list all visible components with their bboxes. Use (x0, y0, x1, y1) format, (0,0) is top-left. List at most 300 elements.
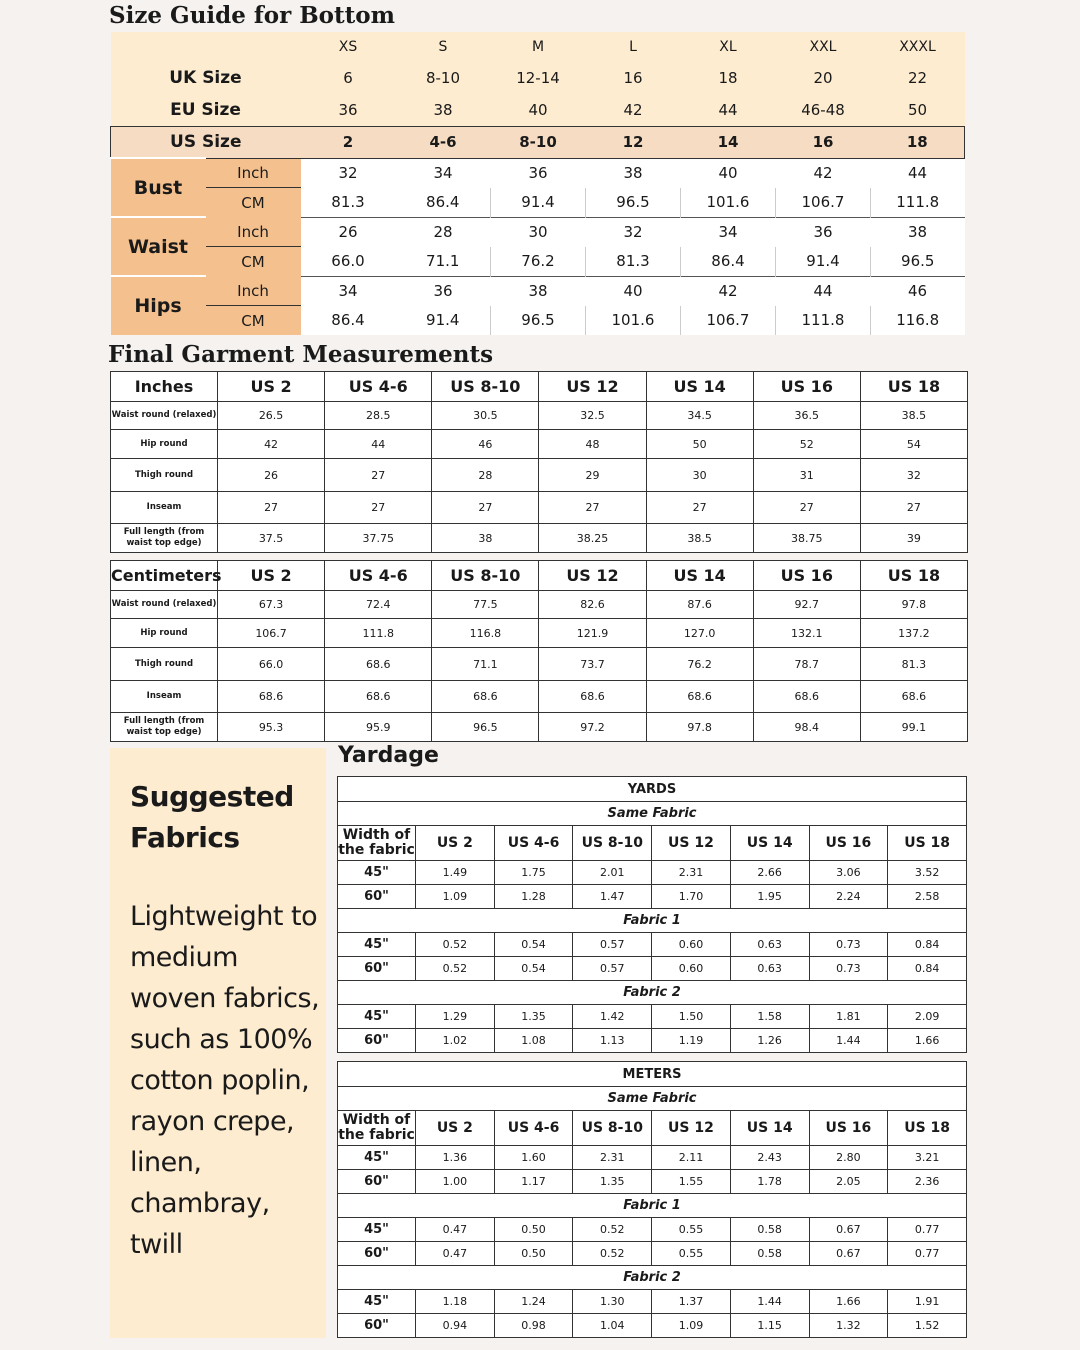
yardage-meters-table (337, 1061, 967, 1338)
inch-value: 36 (491, 158, 586, 188)
garment-value: 54 (860, 430, 967, 459)
yardage-value: 0.98 (494, 1314, 573, 1338)
garment-inches-table (110, 371, 968, 553)
garment-row-label: Thigh round (111, 459, 218, 492)
size-guide-table (110, 32, 965, 335)
measurement-row-cm (111, 247, 965, 277)
yardage-size-header: US 2 (416, 826, 495, 861)
yardage-value: 1.09 (416, 885, 495, 909)
yardage-value: 1.81 (809, 1005, 888, 1029)
yardage-value: 0.77 (888, 1218, 967, 1242)
garment-row (111, 492, 968, 524)
cm-value: 71.1 (396, 247, 491, 277)
yardage-value: 0.77 (888, 1242, 967, 1266)
cm-value: 91.4 (396, 306, 491, 336)
yardage-value: 2.24 (809, 885, 888, 909)
yardage-row (338, 1170, 967, 1194)
garment-value: 68.6 (432, 681, 539, 713)
garment-size-header: US 14 (646, 561, 753, 591)
yardage-row (338, 885, 967, 909)
yardage-value: 1.78 (730, 1170, 809, 1194)
garment-size-header: US 12 (539, 372, 646, 402)
yardage-size-header: US 4-6 (494, 1111, 573, 1146)
yardage-value: 0.47 (416, 1218, 495, 1242)
yardage-value: 2.58 (888, 885, 967, 909)
cm-value: 111.8 (776, 306, 871, 336)
us-size-label: US Size (111, 126, 301, 158)
us-size-value: 18 (871, 126, 965, 158)
yardage-value: 0.52 (573, 1218, 652, 1242)
yardage-value: 0.50 (494, 1218, 573, 1242)
eu-size-value: 38 (396, 94, 491, 126)
fabric-width: 45" (338, 1146, 416, 1170)
yardage-value: 1.13 (573, 1029, 652, 1053)
inch-value: 34 (301, 276, 396, 306)
garment-row-label: Waist round (relaxed) (111, 402, 218, 430)
garment-value: 38.5 (646, 524, 753, 553)
yardage-value: 3.52 (888, 861, 967, 885)
garment-value: 26.5 (218, 402, 325, 430)
yardage-value: 1.15 (730, 1314, 809, 1338)
garment-value: 31 (753, 459, 860, 492)
garment-value: 27 (432, 492, 539, 524)
yardage-value: 0.52 (416, 933, 495, 957)
yardage-size-header: US 14 (730, 826, 809, 861)
fabric-width: 60" (338, 1314, 416, 1338)
garment-row (111, 591, 968, 619)
unit-inch-label: Inch (206, 158, 301, 188)
garment-size-header: US 18 (860, 372, 967, 402)
yardage-value: 1.04 (573, 1314, 652, 1338)
garment-value: 48 (539, 430, 646, 459)
yardage-value: 2.43 (730, 1146, 809, 1170)
yardage-value: 0.54 (494, 957, 573, 981)
yardage-value: 1.44 (730, 1290, 809, 1314)
fabric-width: 60" (338, 957, 416, 981)
garment-size-header: US 18 (860, 561, 967, 591)
uk-size-value: 20 (776, 62, 871, 94)
yardage-section-row (338, 981, 967, 1005)
garment-size-header: US 14 (646, 372, 753, 402)
garment-value: 27 (753, 492, 860, 524)
cm-value: 96.5 (871, 247, 965, 277)
yardage-value: 1.19 (652, 1029, 731, 1053)
fabric-width: 60" (338, 1029, 416, 1053)
unit-cm-label: CM (206, 247, 301, 277)
eu-size-label: EU Size (111, 94, 301, 126)
fabric-width: 60" (338, 885, 416, 909)
garment-value: 95.3 (218, 713, 325, 742)
yardage-value: 3.06 (809, 861, 888, 885)
inch-value: 34 (396, 158, 491, 188)
cm-value: 76.2 (491, 247, 586, 277)
garment-value: 27 (860, 492, 967, 524)
garment-size-header: US 16 (753, 372, 860, 402)
yardage-row (338, 1218, 967, 1242)
yardage-value: 1.66 (809, 1290, 888, 1314)
yardage-value: 0.63 (730, 957, 809, 981)
uk-size-value: 22 (871, 62, 965, 94)
yardage-value: 1.30 (573, 1290, 652, 1314)
yardage-value: 1.91 (888, 1290, 967, 1314)
cm-value: 86.4 (301, 306, 396, 336)
garment-value: 97.2 (539, 713, 646, 742)
cm-value: 66.0 (301, 247, 396, 277)
garment-value: 27 (646, 492, 753, 524)
cm-value: 116.8 (871, 306, 965, 336)
garment-value: 38.5 (860, 402, 967, 430)
inch-value: 44 (776, 276, 871, 306)
yardage-row (338, 1242, 967, 1266)
yardage-header-row (338, 826, 967, 861)
yardage-value: 1.66 (888, 1029, 967, 1053)
garment-centimeters-table (110, 560, 968, 742)
garment-value: 97.8 (860, 591, 967, 619)
eu-size-value: 44 (681, 94, 776, 126)
garment-value: 68.6 (753, 681, 860, 713)
us-size-value: 16 (776, 126, 871, 158)
yardage-value: 0.58 (730, 1242, 809, 1266)
yardage-value: 1.08 (494, 1029, 573, 1053)
yardage-section-label: Fabric 1 (338, 1194, 967, 1218)
yardage-value: 0.50 (494, 1242, 573, 1266)
garment-value: 76.2 (646, 648, 753, 681)
uk-size-value: 6 (301, 62, 396, 94)
unit-inch-label: Inch (206, 276, 301, 306)
yardage-header-row (338, 1111, 967, 1146)
inch-value: 42 (776, 158, 871, 188)
yardage-value: 0.52 (573, 1242, 652, 1266)
garment-value: 99.1 (860, 713, 967, 742)
yardage-unit-row (338, 1062, 967, 1087)
garment-value: 26 (218, 459, 325, 492)
cm-value: 106.7 (776, 188, 871, 218)
garment-row-label: Waist round (relaxed) (111, 591, 218, 619)
yardage-value: 1.29 (416, 1005, 495, 1029)
yardage-value: 1.32 (809, 1314, 888, 1338)
garment-row (111, 402, 968, 430)
yardage-value: 0.55 (652, 1242, 731, 1266)
uk-size-value: 8-10 (396, 62, 491, 94)
garment-value: 106.7 (218, 619, 325, 648)
yardage-section-label: Fabric 1 (338, 909, 967, 933)
garment-value: 27 (325, 459, 432, 492)
fabric-width: 60" (338, 1242, 416, 1266)
yardage-value: 1.00 (416, 1170, 495, 1194)
garment-row (111, 681, 968, 713)
yardage-size-header: US 12 (652, 826, 731, 861)
fabric-width: 45" (338, 933, 416, 957)
garment-value: 116.8 (432, 619, 539, 648)
yardage-value: 0.84 (888, 957, 967, 981)
garment-value: 50 (646, 430, 753, 459)
garment-value: 66.0 (218, 648, 325, 681)
us-size-value: 12 (586, 126, 681, 158)
yardage-value: 0.55 (652, 1218, 731, 1242)
measurement-name: Hips (111, 276, 206, 335)
yardage-value: 1.55 (652, 1170, 731, 1194)
inch-value: 36 (776, 217, 871, 247)
measurement-row-inch (111, 158, 965, 188)
letter-size: XXL (776, 32, 871, 62)
empty-cell (206, 32, 301, 62)
garment-size-header: US 4-6 (325, 561, 432, 591)
yardage-section-row (338, 802, 967, 826)
yardage-value: 1.70 (652, 885, 731, 909)
garment-value: 81.3 (860, 648, 967, 681)
cm-value: 86.4 (681, 247, 776, 277)
suggested-fabrics-panel (110, 748, 326, 1338)
garment-value: 52 (753, 430, 860, 459)
yardage-value: 0.84 (888, 933, 967, 957)
uk-size-label: UK Size (111, 62, 301, 94)
fabric-width: 60" (338, 1170, 416, 1194)
garment-size-header: US 4-6 (325, 372, 432, 402)
yardage-value: 0.60 (652, 933, 731, 957)
yardage-unit-label: YARDS (338, 777, 967, 802)
yardage-value: 1.09 (652, 1314, 731, 1338)
width-of-fabric-label: Width of the fabric (338, 826, 416, 861)
garment-size-header: US 12 (539, 561, 646, 591)
yardage-value: 2.31 (652, 861, 731, 885)
yardage-value: 0.47 (416, 1242, 495, 1266)
garment-value: 37.75 (325, 524, 432, 553)
garment-value: 72.4 (325, 591, 432, 619)
yardage-section-row (338, 1194, 967, 1218)
garment-row (111, 713, 968, 742)
yardage-size-header: US 12 (652, 1111, 731, 1146)
yardage-value: 1.58 (730, 1005, 809, 1029)
yardage-value: 1.49 (416, 861, 495, 885)
us-size-value: 8-10 (491, 126, 586, 158)
yardage-row (338, 1314, 967, 1338)
yardage-value: 2.11 (652, 1146, 731, 1170)
garment-value: 98.4 (753, 713, 860, 742)
cm-value: 106.7 (681, 306, 776, 336)
yardage-value: 1.60 (494, 1146, 573, 1170)
yardage-unit-label: METERS (338, 1062, 967, 1087)
yardage-value: 1.42 (573, 1005, 652, 1029)
yardage-value: 2.01 (573, 861, 652, 885)
garment-value: 96.5 (432, 713, 539, 742)
yardage-value: 1.36 (416, 1146, 495, 1170)
garment-value: 29 (539, 459, 646, 492)
letter-size-row (111, 32, 965, 62)
garment-row (111, 648, 968, 681)
yardage-size-header: US 16 (809, 826, 888, 861)
garment-value: 132.1 (753, 619, 860, 648)
width-of-fabric-label: Width of the fabric (338, 1111, 416, 1146)
garment-value: 36.5 (753, 402, 860, 430)
yardage-size-header: US 4-6 (494, 826, 573, 861)
yardage-value: 1.50 (652, 1005, 731, 1029)
suggested-fabrics-title: Suggested Fabrics (130, 780, 294, 854)
garment-value: 68.6 (325, 648, 432, 681)
yardage-row (338, 1005, 967, 1029)
yardage-size-header: US 18 (888, 826, 967, 861)
measurement-row-inch (111, 276, 965, 306)
yardage-title: Yardage (338, 743, 439, 768)
garment-value: 44 (325, 430, 432, 459)
letter-size: M (491, 32, 586, 62)
yardage-row (338, 1029, 967, 1053)
inch-value: 28 (396, 217, 491, 247)
cm-value: 91.4 (776, 247, 871, 277)
inch-value: 32 (301, 158, 396, 188)
garment-value: 87.6 (646, 591, 753, 619)
garment-value: 71.1 (432, 648, 539, 681)
fabric-width: 45" (338, 1218, 416, 1242)
garment-value: 73.7 (539, 648, 646, 681)
yardage-value: 1.35 (494, 1005, 573, 1029)
garment-value: 127.0 (646, 619, 753, 648)
yardage-size-header: US 14 (730, 1111, 809, 1146)
garment-value: 28 (432, 459, 539, 492)
garment-row-label: Full length (from waist top edge) (111, 713, 218, 742)
uk-size-value: 16 (586, 62, 681, 94)
garment-size-header: US 2 (218, 561, 325, 591)
yardage-value: 0.63 (730, 933, 809, 957)
yardage-value: 1.47 (573, 885, 652, 909)
yardage-value: 0.67 (809, 1218, 888, 1242)
garment-row-label: Inseam (111, 681, 218, 713)
yardage-value: 2.31 (573, 1146, 652, 1170)
garment-value: 77.5 (432, 591, 539, 619)
yardage-yards-table (337, 776, 967, 1053)
garment-value: 42 (218, 430, 325, 459)
garment-value: 111.8 (325, 619, 432, 648)
garment-value: 82.6 (539, 591, 646, 619)
yardage-value: 2.36 (888, 1170, 967, 1194)
garment-size-header: US 16 (753, 561, 860, 591)
inch-value: 38 (491, 276, 586, 306)
inch-value: 30 (491, 217, 586, 247)
garment-value: 121.9 (539, 619, 646, 648)
yardage-value: 1.44 (809, 1029, 888, 1053)
cm-value: 81.3 (586, 247, 681, 277)
garment-value: 38.25 (539, 524, 646, 553)
garment-value: 27 (325, 492, 432, 524)
garment-value: 46 (432, 430, 539, 459)
us-size-value: 14 (681, 126, 776, 158)
yardage-value: 1.26 (730, 1029, 809, 1053)
eu-size-row (111, 94, 965, 126)
yardage-value: 1.02 (416, 1029, 495, 1053)
garment-row-label: Thigh round (111, 648, 218, 681)
garment-value: 67.3 (218, 591, 325, 619)
cm-value: 96.5 (491, 306, 586, 336)
garment-value: 27 (218, 492, 325, 524)
garment-value: 32.5 (539, 402, 646, 430)
cm-value: 101.6 (586, 306, 681, 336)
garment-size-header: US 2 (218, 372, 325, 402)
measurement-name: Waist (111, 217, 206, 276)
garment-value: 97.8 (646, 713, 753, 742)
eu-size-value: 42 (586, 94, 681, 126)
yardage-row (338, 861, 967, 885)
garment-row-label: Full length (from waist top edge) (111, 524, 218, 553)
yardage-section-label: Fabric 2 (338, 1266, 967, 1290)
garment-row-label: Hip round (111, 619, 218, 648)
yardage-value: 1.95 (730, 885, 809, 909)
cm-value: 81.3 (301, 188, 396, 218)
garment-value: 95.9 (325, 713, 432, 742)
yardage-value: 0.57 (573, 957, 652, 981)
us-size-value: 2 (301, 126, 396, 158)
garment-value: 27 (539, 492, 646, 524)
garment-value: 34.5 (646, 402, 753, 430)
suggested-fabrics-text: Lightweight to medium woven fabrics, such as 100% cotton poplin, rayon crepe, linen, chambray, twill (130, 901, 320, 1260)
yardage-section-label: Same Fabric (338, 1087, 967, 1111)
garment-header-row (111, 561, 968, 591)
cm-value: 86.4 (396, 188, 491, 218)
yardage-section-label: Same Fabric (338, 802, 967, 826)
yardage-size-header: US 2 (416, 1111, 495, 1146)
garment-value: 38.75 (753, 524, 860, 553)
measurement-row-cm (111, 306, 965, 336)
yardage-value: 1.37 (652, 1290, 731, 1314)
yardage-value: 0.58 (730, 1218, 809, 1242)
yardage-value: 0.73 (809, 933, 888, 957)
yardage-section-row (338, 909, 967, 933)
yardage-value: 2.05 (809, 1170, 888, 1194)
yardage-row (338, 933, 967, 957)
garment-value: 38 (432, 524, 539, 553)
yardage-value: 0.60 (652, 957, 731, 981)
yardage-value: 1.52 (888, 1314, 967, 1338)
garment-value: 68.6 (325, 681, 432, 713)
yardage-size-header: US 8-10 (573, 1111, 652, 1146)
unit-cm-label: CM (206, 306, 301, 336)
cm-value: 101.6 (681, 188, 776, 218)
yardage-value: 0.57 (573, 933, 652, 957)
yardage-value: 0.54 (494, 933, 573, 957)
fabric-width: 45" (338, 861, 416, 885)
garment-row (111, 524, 968, 553)
yardage-value: 1.24 (494, 1290, 573, 1314)
us-size-row (111, 126, 965, 158)
yardage-value: 1.35 (573, 1170, 652, 1194)
yardage-row (338, 957, 967, 981)
garment-value: 32 (860, 459, 967, 492)
garment-value: 68.6 (218, 681, 325, 713)
unit-cm-label: CM (206, 188, 301, 218)
garment-value: 30.5 (432, 402, 539, 430)
cm-value: 111.8 (871, 188, 965, 218)
letter-size: XS (301, 32, 396, 62)
yardage-section-label: Fabric 2 (338, 981, 967, 1005)
yardage-value: 1.17 (494, 1170, 573, 1194)
yardage-value: 0.73 (809, 957, 888, 981)
uk-size-value: 12-14 (491, 62, 586, 94)
inch-value: 38 (586, 158, 681, 188)
inch-value: 46 (871, 276, 965, 306)
cm-value: 91.4 (491, 188, 586, 218)
garment-value: 30 (646, 459, 753, 492)
uk-size-value: 18 (681, 62, 776, 94)
letter-size: L (586, 32, 681, 62)
garment-value: 78.7 (753, 648, 860, 681)
garment-row-label: Hip round (111, 430, 218, 459)
garment-title: Final Garment Measurements (108, 341, 494, 368)
yardage-value: 1.28 (494, 885, 573, 909)
yardage-value: 1.75 (494, 861, 573, 885)
inch-value: 36 (396, 276, 491, 306)
garment-value: 39 (860, 524, 967, 553)
measurement-row-inch (111, 217, 965, 247)
measurement-name: Bust (111, 158, 206, 217)
yardage-size-header: US 16 (809, 1111, 888, 1146)
